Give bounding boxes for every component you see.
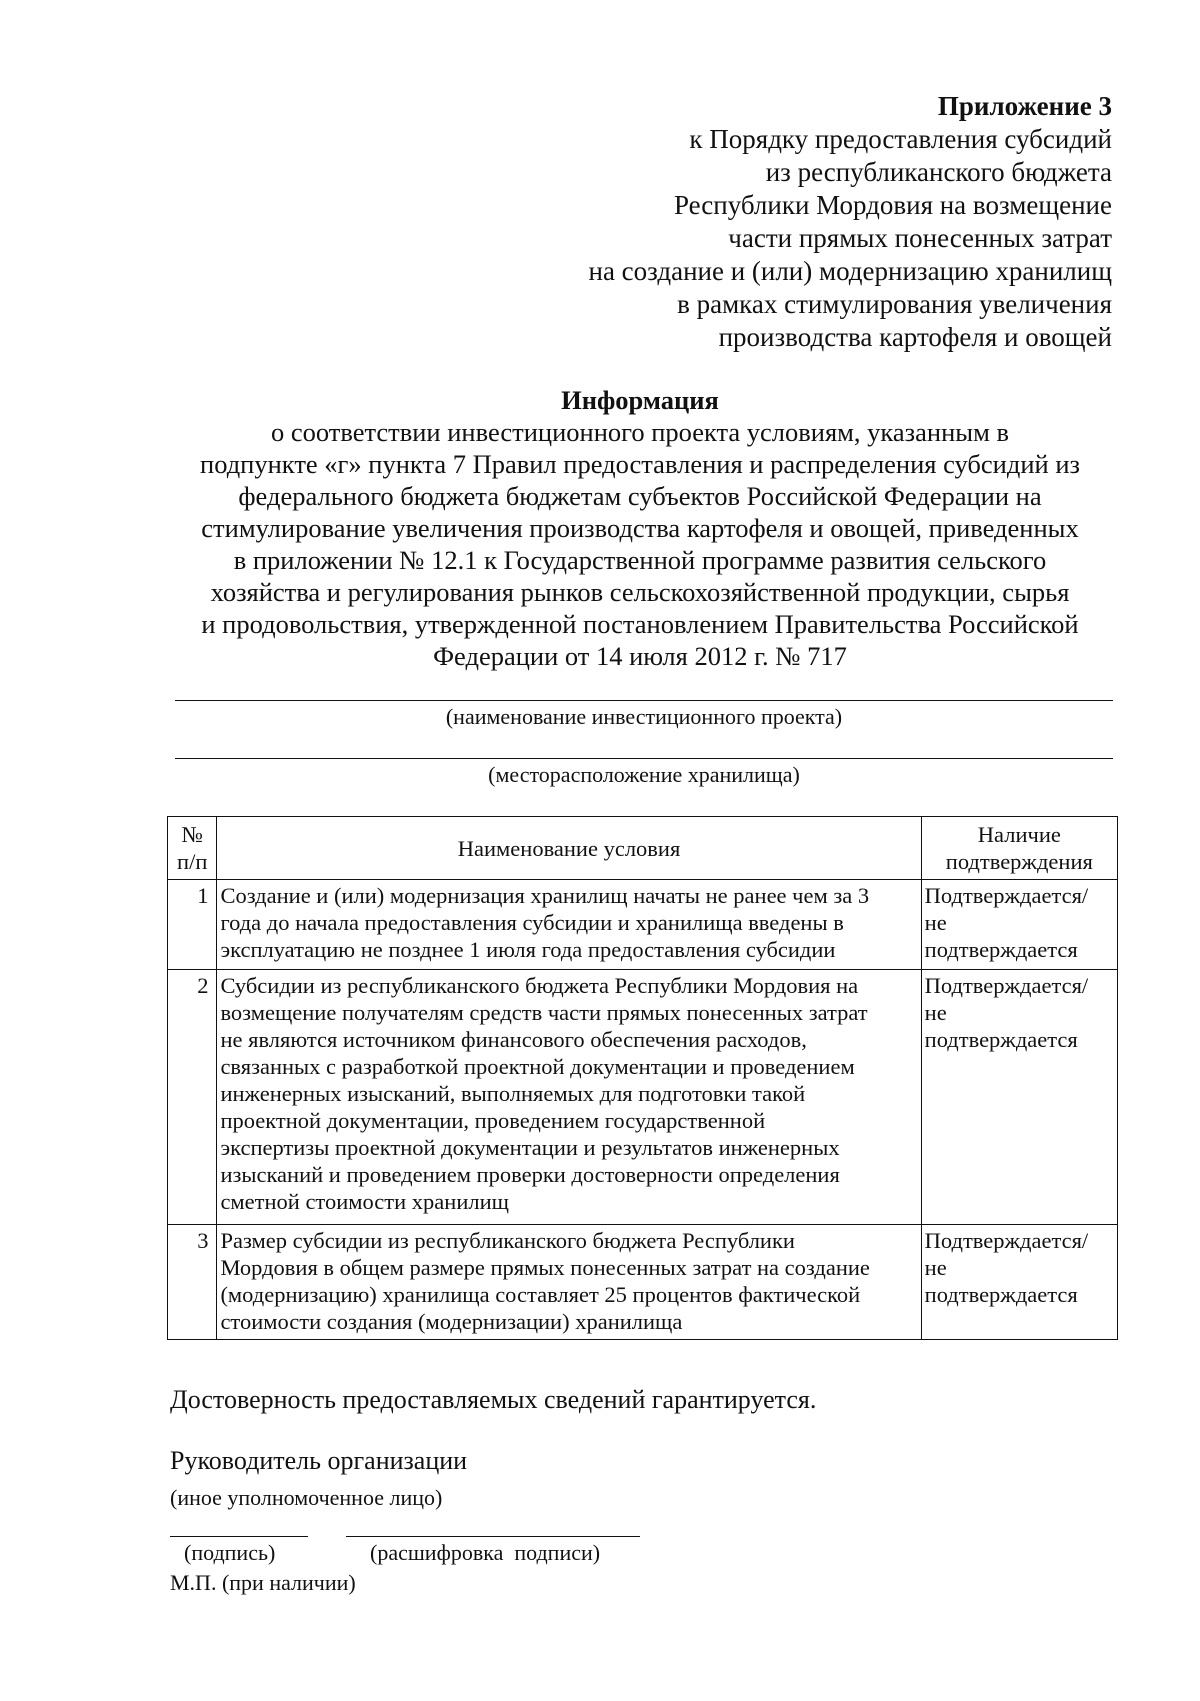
- appendix-line: производства картофеля и овощей: [718, 322, 1112, 352]
- condition-line: Субсидии из республиканского бюджета Республики Мордовия на: [220, 973, 859, 998]
- table-row: [168, 1225, 1118, 1340]
- appendix-header: [412, 90, 1112, 354]
- row-condition: [217, 970, 921, 1225]
- appendix-line: части прямых понесенных затрат: [728, 223, 1112, 253]
- condition-line: года до начала предоставления субсидии и хранилища введены в: [220, 910, 844, 935]
- row-condition: [217, 1225, 921, 1340]
- condition-line: Мордовия в общем размере прямых понесенных затрат на создание: [220, 1255, 870, 1280]
- info-line: и продовольствия, утвержденной постановлением Правительства Российской: [201, 609, 1079, 639]
- info-line: стимулирование увеличения производства картофеля и овощей, приведенных: [201, 513, 1079, 543]
- header-num-line: п/п: [177, 849, 208, 874]
- signature-line[interactable]: [170, 1536, 308, 1537]
- signature-decoding-line[interactable]: [346, 1536, 640, 1537]
- header-num-line: №: [181, 822, 203, 847]
- header-status-line: подтверждения: [945, 849, 1093, 874]
- status-line: подтверждается: [924, 937, 1078, 962]
- status-line: Подтверждается/: [924, 973, 1089, 998]
- row-status[interactable]: [921, 880, 1117, 970]
- header-num: [168, 817, 217, 880]
- info-line: федерального бюджета бюджетам субъектов Российской Федерации на: [238, 481, 1042, 511]
- project-name-caption: (наименование инвестиционного проекта): [445, 704, 843, 729]
- row-status[interactable]: [921, 970, 1117, 1225]
- info-line: о соответствии инвестиционного проекта условиям, указанным в: [271, 417, 1009, 447]
- appendix-line: из республиканского бюджета: [765, 157, 1112, 187]
- head-of-organization-label: Руководитель организации: [170, 1446, 468, 1475]
- info-line: хозяйства и регулирования рынков сельскохозяйственной продукции, сырья: [210, 577, 1070, 607]
- appendix-line: в рамках стимулирования увеличения: [677, 289, 1112, 319]
- info-line: в приложении № 12.1 к Государственной программе развития сельского: [233, 545, 1047, 575]
- condition-line: экспертизы проектной документации и результатов инженерных: [220, 1135, 840, 1160]
- condition-line: проектной документации, проведением государственной: [220, 1108, 766, 1133]
- condition-line: Размер субсидии из республиканского бюджета Республики: [220, 1228, 795, 1253]
- table-row: [168, 880, 1118, 970]
- row-status[interactable]: [921, 1225, 1117, 1340]
- condition-line: не являются источником финансового обеспечения расходов,: [220, 1027, 807, 1052]
- header-status: [921, 817, 1117, 880]
- row-num: 2: [168, 970, 217, 1225]
- location-line[interactable]: [175, 758, 1113, 759]
- condition-line: возмещение получателям средств части прямых понесенных затрат: [220, 1000, 868, 1025]
- condition-line: сметной стоимости хранилищ: [220, 1189, 509, 1214]
- stamp-label: М.П. (при наличии): [170, 1570, 356, 1595]
- row-condition: [217, 880, 921, 970]
- status-line: подтверждается: [924, 1282, 1078, 1307]
- signature-label: (подпись): [184, 1540, 276, 1565]
- project-name-line[interactable]: [175, 700, 1113, 701]
- condition-line: инженерных изысканий, выполняемых для подготовки такой: [220, 1081, 806, 1106]
- status-line: Подтверждается/: [924, 1228, 1089, 1253]
- guarantee-statement: Достоверность предоставляемых сведений гарантируется.: [170, 1385, 817, 1414]
- info-line: подпункте «г» пункта 7 Правил предоставления и распределения субсидий из: [200, 449, 1080, 479]
- conditions-table: [167, 816, 1118, 1340]
- appendix-title: Приложение 3: [937, 91, 1112, 121]
- status-line: не: [924, 1000, 947, 1025]
- header-name: Наименование условия: [217, 817, 921, 880]
- info-line: Федерации от 14 июля 2012 г. № 717: [433, 641, 847, 671]
- row-num: 1: [168, 880, 217, 970]
- row-num: 3: [168, 1225, 217, 1340]
- table-row: [168, 970, 1118, 1225]
- location-caption: (месторасположение хранилища): [488, 762, 800, 787]
- status-line: не: [924, 910, 947, 935]
- appendix-line: Республики Мордовия на возмещение: [673, 190, 1112, 220]
- condition-line: стоимости создания (модернизации) хранилища: [220, 1309, 683, 1334]
- header-status-line: Наличие: [977, 822, 1061, 847]
- condition-line: Создание и (или) модернизация хранилищ начаты не ранее чем за 3: [220, 883, 870, 908]
- status-line: подтверждается: [924, 1027, 1078, 1052]
- condition-line: связанных с разработкой проектной документации и проведением: [220, 1054, 855, 1079]
- condition-line: эксплуатацию не позднее 1 июля года предоставления субсидии: [220, 937, 836, 962]
- table-header-row: [168, 817, 1118, 880]
- info-title: Информация: [561, 385, 719, 415]
- signature-decoding-label: (расшифровка подписи): [370, 1540, 601, 1565]
- condition-line: (модернизацию) хранилища составляет 25 процентов фактической: [220, 1282, 861, 1307]
- appendix-line: на создание и (или) модернизацию хранилищ: [588, 256, 1112, 286]
- condition-line: изысканий и проведением проверки достоверности определения: [220, 1162, 840, 1187]
- authorized-person-label: (иное уполномоченное лицо): [170, 1485, 443, 1510]
- status-line: не: [924, 1255, 947, 1280]
- info-block: [160, 384, 1120, 672]
- appendix-line: к Порядку предоставления субсидий: [689, 124, 1112, 154]
- status-line: Подтверждается/: [924, 883, 1089, 908]
